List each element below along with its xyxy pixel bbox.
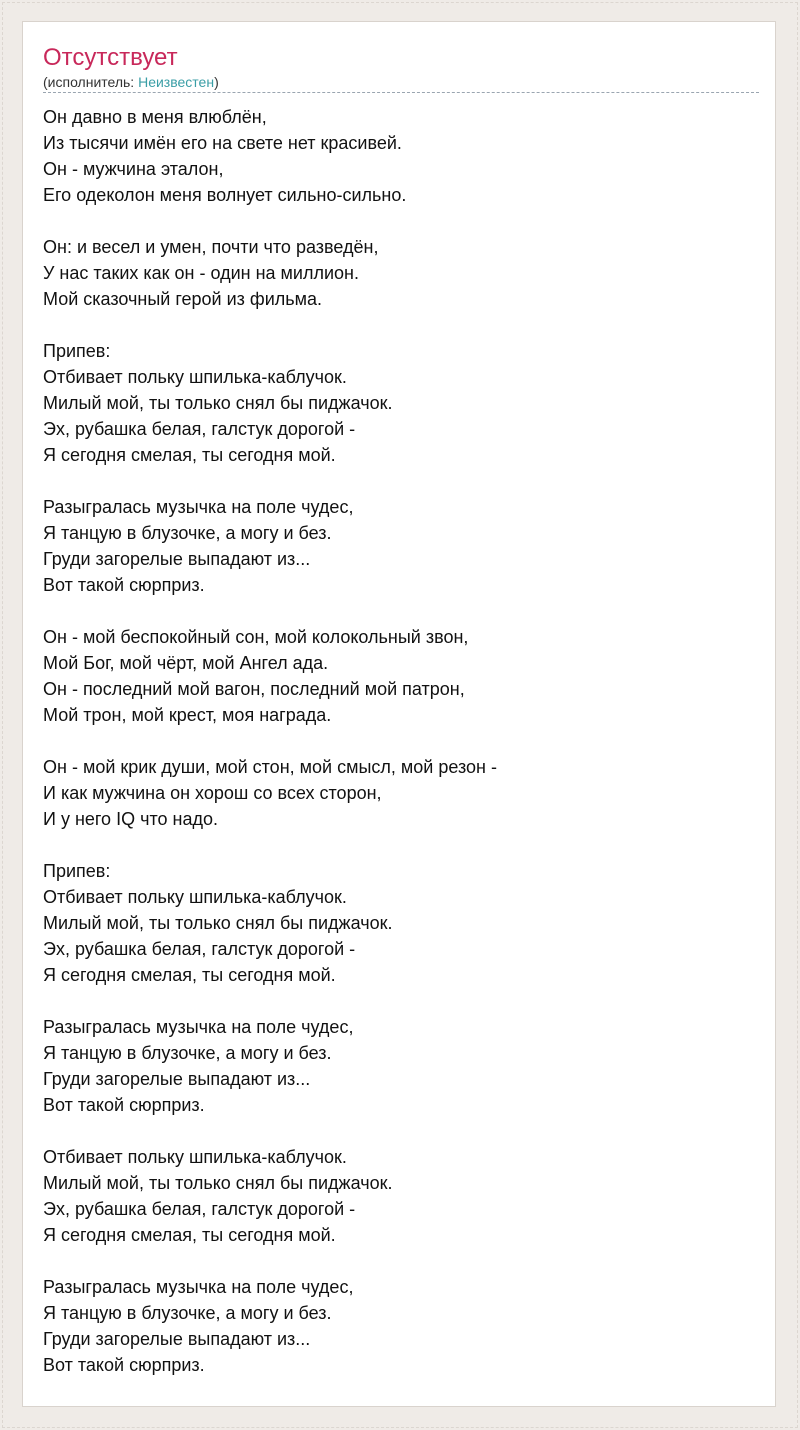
- lyrics-stanza: [43, 754, 759, 832]
- lyrics-line: Он - мой крик души, мой стон, мой смысл, мой резон -: [43, 757, 497, 777]
- lyrics-line: Я танцую в блузочке, а могу и без.: [43, 523, 332, 543]
- artist-line: [43, 73, 759, 93]
- lyrics-panel: [22, 21, 776, 1407]
- lyrics-line: Милый мой, ты только снял бы пиджачок.: [43, 393, 393, 413]
- lyrics-body: [43, 104, 759, 1404]
- lyrics-line: И у него IQ что надо.: [43, 809, 218, 829]
- lyrics-line: Он: и весел и умен, почти что разведён,: [43, 237, 379, 257]
- lyrics-stanza: [43, 858, 759, 988]
- artist-prefix: (исполнитель:: [43, 74, 139, 90]
- lyrics-line: Он - мой беспокойный сон, мой колокольный звон,: [43, 627, 469, 647]
- lyrics-line: Мой трон, мой крест, моя награда.: [43, 705, 332, 725]
- lyrics-line: Вот такой сюрприз.: [43, 1355, 205, 1375]
- lyrics-line: Отбивает польку шпилька-каблучок.: [43, 367, 347, 387]
- lyrics-stanza: [43, 624, 759, 728]
- artist-link[interactable]: Неизвестен: [138, 74, 215, 90]
- lyrics-line: Я сегодня смелая, ты сегодня мой.: [43, 965, 336, 985]
- song-title: Отсутствует: [43, 44, 178, 71]
- lyrics-line: Разыгралась музычка на поле чудес,: [43, 1277, 354, 1297]
- lyrics-line: Эх, рубашка белая, галстук дорогой -: [43, 1199, 356, 1219]
- lyrics-line: И как мужчина он хорош со всех сторон,: [43, 783, 382, 803]
- lyrics-line: Припев:: [43, 861, 111, 881]
- lyrics-stanza: [43, 338, 759, 468]
- lyrics-line: Милый мой, ты только снял бы пиджачок.: [43, 913, 393, 933]
- lyrics-line: Он давно в меня влюблён,: [43, 107, 267, 127]
- lyrics-line: Милый мой, ты только снял бы пиджачок.: [43, 1173, 393, 1193]
- lyrics-line: Разыгралась музычка на поле чудес,: [43, 497, 354, 517]
- lyrics-line: Я танцую в блузочке, а могу и без.: [43, 1303, 332, 1323]
- lyrics-line: Эх, рубашка белая, галстук дорогой -: [43, 939, 356, 959]
- lyrics-line: Отбивает польку шпилька-каблучок.: [43, 1147, 347, 1167]
- lyrics-line: Из тысячи имён его на свете нет красивей.: [43, 133, 402, 153]
- lyrics-line: Мой Бог, мой чёрт, мой Ангел ада.: [43, 653, 329, 673]
- lyrics-line: Мой сказочный герой из фильма.: [43, 289, 323, 309]
- lyrics-stanza: [43, 494, 759, 598]
- lyrics-line: Вот такой сюрприз.: [43, 1095, 205, 1115]
- lyrics-line: Его одеколон меня волнует сильно-сильно.: [43, 185, 407, 205]
- lyrics-line: Вот такой сюрприз.: [43, 575, 205, 595]
- lyrics-stanza: [43, 1014, 759, 1118]
- lyrics-line: Отбивает польку шпилька-каблучок.: [43, 887, 347, 907]
- lyrics-line: Он - мужчина эталон,: [43, 159, 224, 179]
- lyrics-line: Я танцую в блузочке, а могу и без.: [43, 1043, 332, 1063]
- lyrics-line: Эх, рубашка белая, галстук дорогой -: [43, 419, 356, 439]
- lyrics-line: Груди загорелые выпадают из...: [43, 1329, 311, 1349]
- artist-suffix: ): [214, 74, 219, 90]
- lyrics-line: У нас таких как он - один на миллион.: [43, 263, 359, 283]
- lyrics-line: Разыгралась музычка на поле чудес,: [43, 1017, 354, 1037]
- lyrics-line: Припев:: [43, 341, 111, 361]
- lyrics-line: Я сегодня смелая, ты сегодня мой.: [43, 1225, 336, 1245]
- lyrics-line: Он - последний мой вагон, последний мой патрон,: [43, 679, 465, 699]
- lyrics-stanza: [43, 234, 759, 312]
- lyrics-line: Груди загорелые выпадают из...: [43, 1069, 311, 1089]
- lyrics-stanza: [43, 1274, 759, 1378]
- lyrics-line: Я сегодня смелая, ты сегодня мой.: [43, 445, 336, 465]
- lyrics-stanza: [43, 104, 759, 208]
- lyrics-stanza: [43, 1144, 759, 1248]
- lyrics-line: Груди загорелые выпадают из...: [43, 549, 311, 569]
